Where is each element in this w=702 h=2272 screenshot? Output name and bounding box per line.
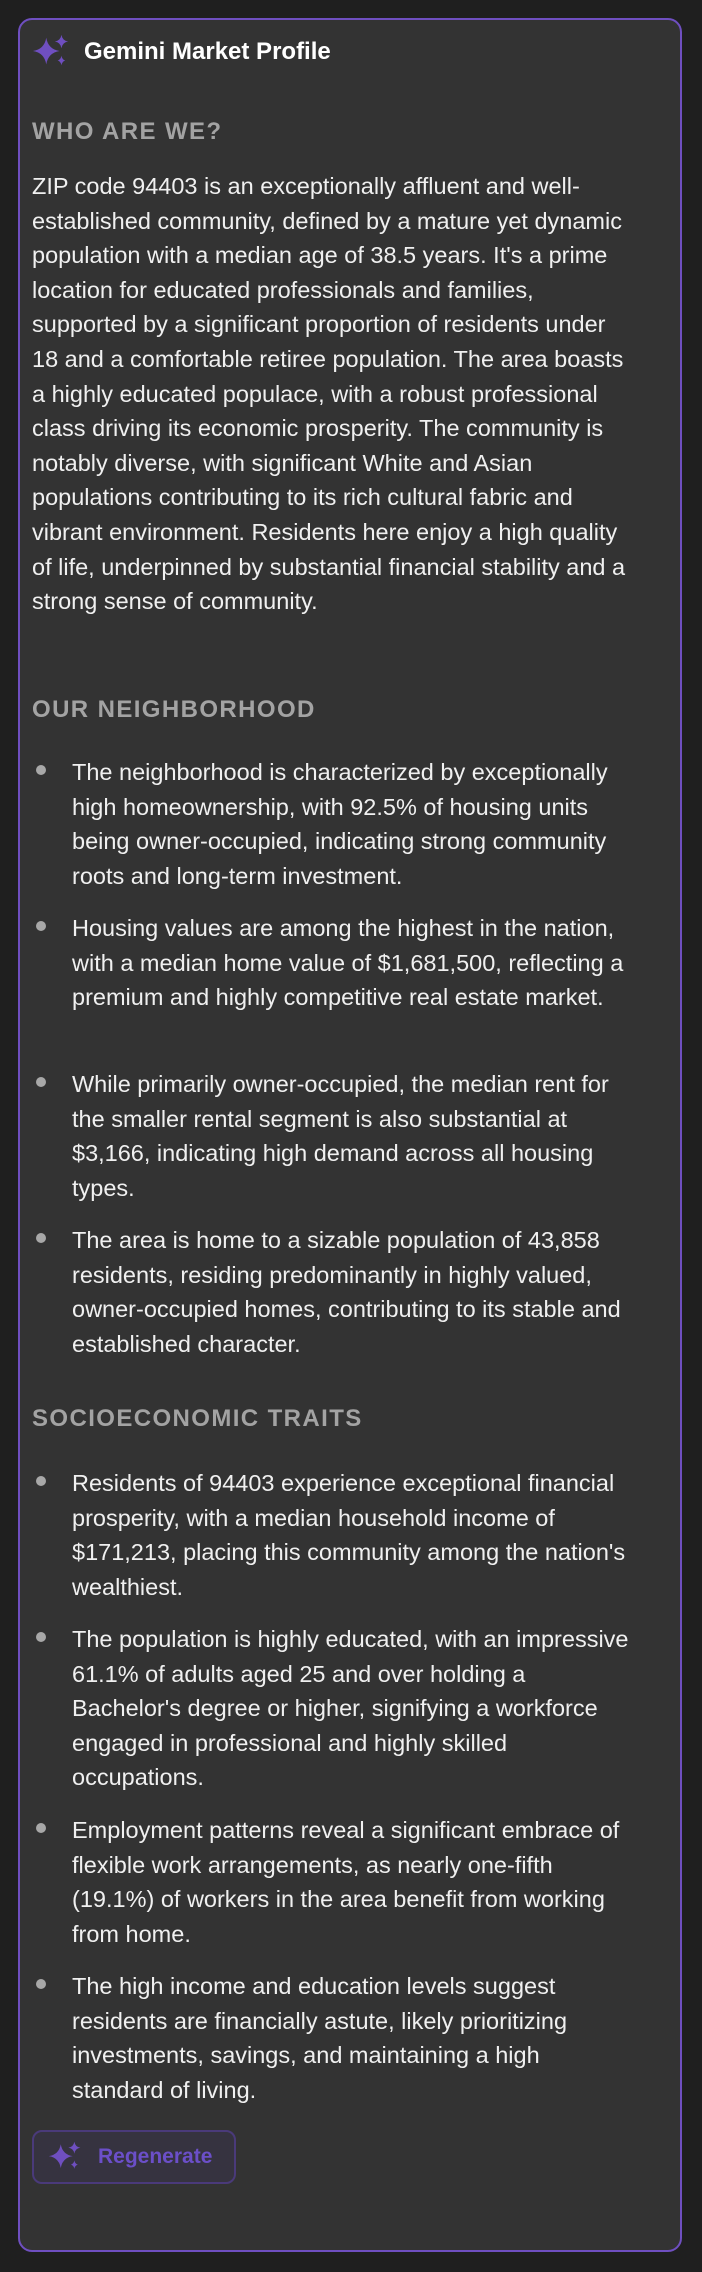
list-item-text: While primarily owner-occupied, the median rent for the smaller rental segment is also substantial at $3,166, indicating high demand across all housing types. bbox=[72, 1071, 609, 1201]
list-item-text: Housing values are among the highest in the nation, with a median home value of $1,681,500, reflecting a premium and highly competitive real estate market. bbox=[72, 915, 624, 1011]
socioeconomic-heading: SOCIOECONOMIC TRAITS bbox=[32, 1405, 363, 1432]
bullet-icon bbox=[36, 1476, 46, 1486]
list-item bbox=[32, 755, 632, 911]
sparkle-icon bbox=[48, 2140, 82, 2174]
who-are-we-text: ZIP code 94403 is an exceptionally affluent and well-established community, defined by a mature yet dynamic population with a median age of 38.5 years. It's a prime location for educated professionals and families, supported by a significant proportion of residents under 18 and a comfortable retiree population. The area boasts a highly educated populace, with a robust professional class driving its economic prosperity. The community is notably diverse, with significant White and Asian populations contributing to its rich cultural fabric and vibrant environment. Residents here enjoy a high quality of life, underpinned by substantial financial stability and a strong sense of community. bbox=[32, 173, 626, 615]
bullet-icon bbox=[36, 921, 46, 931]
list-item-text: The area is home to a sizable population of 43,858 residents, residing predominantly in highly valued, owner-occupied homes, contributing to its stable and established character. bbox=[72, 1227, 621, 1357]
regenerate-button[interactable] bbox=[32, 2130, 236, 2184]
list-item-text: Residents of 94403 experience exceptional financial prosperity, with a median household income of $171,213, placing this community among the nation's wealthiest. bbox=[72, 1470, 626, 1600]
regenerate-label: Regenerate bbox=[98, 2145, 213, 2168]
list-item-text: The neighborhood is characterized by exceptionally high homeownership, with 92.5% of housing units being owner-occupied, indicating strong community roots and long-term investment. bbox=[72, 759, 608, 889]
list-item-text: The high income and education levels suggest residents are financially astute, likely prioritizing investments, savings, and maintaining a high standard of living. bbox=[72, 1973, 568, 2103]
neighborhood-list bbox=[32, 755, 632, 1379]
bullet-icon bbox=[36, 1632, 46, 1642]
list-item bbox=[32, 1622, 632, 1813]
list-item-text: The population is highly educated, with an impressive 61.1% of adults aged 25 and over holding a Bachelor's degree or higher, signifying a workforce engaged in professional and highly skilled occupations. bbox=[72, 1626, 629, 1791]
socioeconomic-list bbox=[32, 1466, 632, 2125]
bullet-icon bbox=[36, 1077, 46, 1087]
list-item bbox=[32, 911, 632, 1067]
list-item bbox=[32, 1813, 632, 1969]
bullet-icon bbox=[36, 1823, 46, 1833]
list-item bbox=[32, 1466, 632, 1622]
bullet-icon bbox=[36, 1233, 46, 1243]
neighborhood-heading: OUR NEIGHBORHOOD bbox=[32, 696, 316, 723]
who-are-we-heading: WHO ARE WE? bbox=[32, 118, 223, 145]
bullet-icon bbox=[36, 765, 46, 775]
list-item bbox=[32, 1969, 632, 2125]
card-title: Gemini Market Profile bbox=[84, 38, 331, 65]
bullet-icon bbox=[36, 1979, 46, 1989]
sparkle-icon bbox=[32, 33, 70, 71]
card-header bbox=[32, 34, 331, 70]
list-item bbox=[32, 1067, 632, 1223]
list-item bbox=[32, 1223, 632, 1379]
list-item-text: Employment patterns reveal a significant embrace of flexible work arrangements, as nearly one-fifth (19.1%) of workers in the area benefit from working from home. bbox=[72, 1817, 620, 1947]
